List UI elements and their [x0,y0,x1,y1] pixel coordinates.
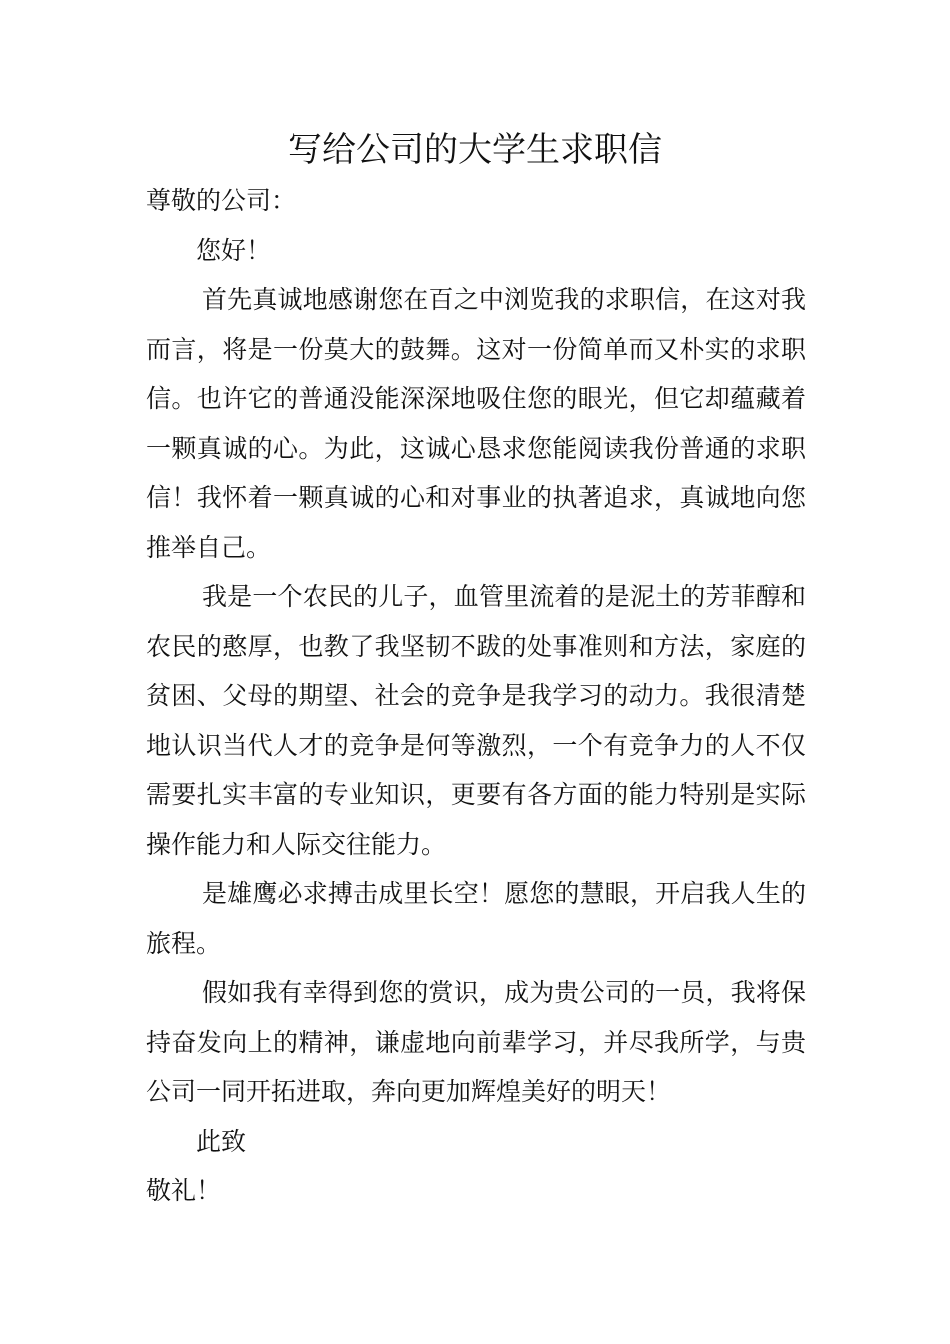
regards: 敬礼！ [146,1176,222,1205]
paragraph-3: 是雄鹰必求搏击成里长空！愿您的慧眼，开启我人生的旅程。 [146,879,806,958]
closing: 此致 [196,1126,247,1156]
paragraph-1: 首先真诚地感谢您在百之中浏览我的求职信，在这对我而言，将是一份莫大的鼓舞。这对一份简单而又朴实的求职信。也许它的普通没能深深地吸住您的眼光，但它却蕴藏着一颗真诚的心。为此，这诚心恳求您能阅读我份普通的求职信！我怀着一颗真诚的心和对事业的执著追求，真诚地向您推举自己。 [146,285,806,562]
paragraph-2: 我是一个农民的儿子，血管里流着的是泥土的芳菲醇和农民的憨厚，也教了我坚韧不跋的处事准则和方法，家庭的贫困、父母的期望、社会的竞争是我学习的动力。我很清楚地认识当代人才的竞争是何等激烈，一个有竞争力的人不仅需要扎实丰富的专业知识，更要有各方面的能力特别是实际操作能力和人际交往能力。 [146,582,806,859]
greeting: 您好！ [196,235,272,265]
paragraph-4: 假如我有幸得到您的赏识，成为贵公司的一员，我将保持奋发向上的精神，谦虚地向前辈学习，并尽我所学，与贵公司一同开拓进取，奔向更加辉煌美好的明天！ [146,978,806,1106]
letter-body [146,176,806,1216]
document-title: 写给公司的大学生求职信 [288,130,662,170]
salutation: 尊敬的公司： [146,186,297,215]
